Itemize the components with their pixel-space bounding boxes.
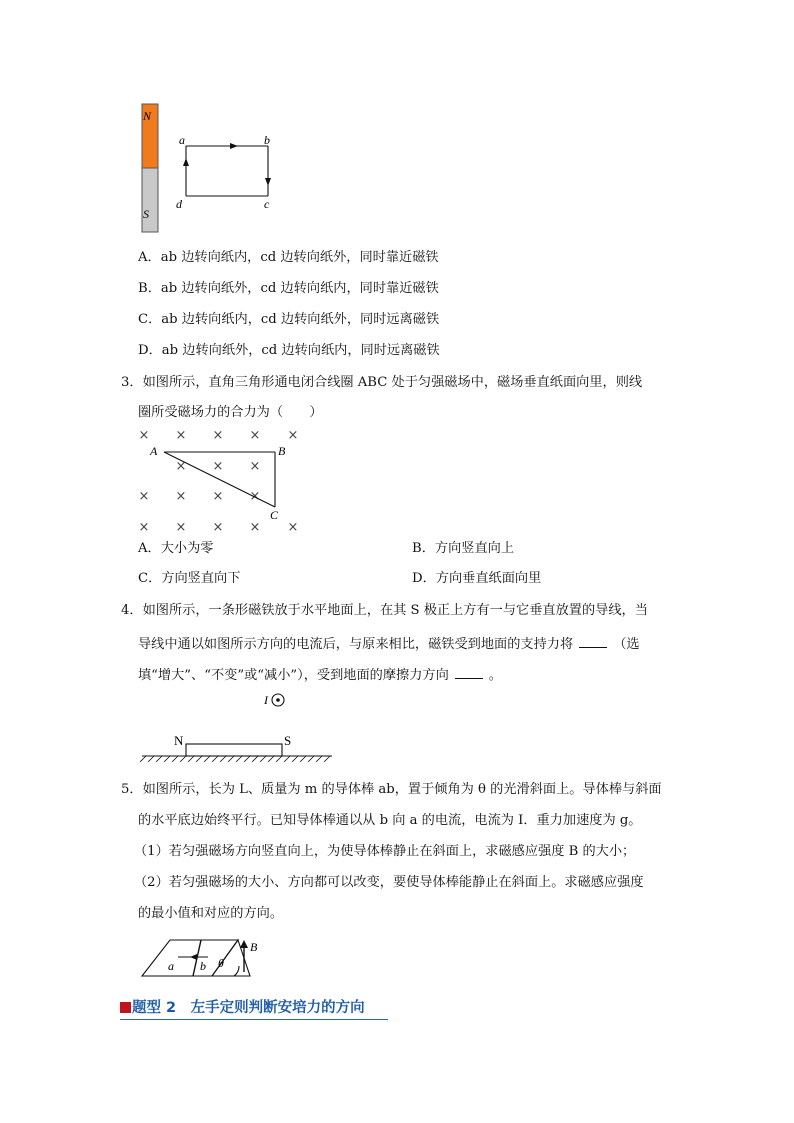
heading-marker-icon	[120, 1002, 131, 1013]
coil-c-label: c	[264, 197, 270, 211]
field-cross-mark: ×	[175, 520, 187, 535]
incline-theta-label: θ	[218, 956, 224, 970]
q4-line2-text: 导线中通以如图所示方向的电流后，与原来相比，磁铁受到地面的支持力将	[138, 637, 574, 652]
ground-hatch-mark	[260, 756, 266, 762]
magnet-s-label: S	[143, 207, 149, 221]
ground-hatch-mark	[188, 756, 194, 762]
incline-figure	[138, 936, 268, 982]
q2-option-d: D．ab 边转向纸外，cd 边转向纸内，同时远离磁铁	[138, 343, 440, 358]
q3-stem-line1: 3．如图所示，直角三角形通电闭合线圈 ABC 处于匀强磁场中，磁场垂直纸面向里，则线	[121, 375, 643, 390]
ground-hatch-mark	[156, 756, 162, 762]
q4-blank-2[interactable]	[455, 666, 483, 679]
field-cross-mark: ×	[175, 489, 187, 504]
coil-b-label: b	[264, 133, 270, 147]
ground-hatch-mark	[164, 756, 170, 762]
ground-hatch-mark	[148, 756, 154, 762]
q3-option-c: C．方向竖直向下	[138, 571, 241, 586]
ground-hatch-mark	[276, 756, 282, 762]
current-i-label: I	[264, 693, 268, 707]
ground-hatch-mark	[172, 756, 178, 762]
q3-option-b: B．方向竖直向上	[412, 541, 515, 556]
field-cross-mark: ×	[212, 520, 224, 535]
ground-hatch-mark	[252, 756, 258, 762]
q4-line3-text: 填“增大”、“不变”或“减小”），受到地面的摩擦力方向	[138, 668, 449, 683]
incline-a-label: a	[168, 959, 174, 973]
ground-hatch-mark	[220, 756, 226, 762]
ground-hatch-mark	[180, 756, 186, 762]
field-cross-mark: ×	[249, 520, 261, 535]
vertex-c-label: C	[270, 508, 279, 522]
field-cross-mark: ×	[138, 489, 150, 504]
ground-hatch-mark	[244, 756, 250, 762]
triangle-field-figure	[130, 425, 310, 537]
magnet-s-pole-label: S	[284, 733, 292, 748]
incline-b-label: b	[200, 959, 206, 973]
magnet-wire-figure	[140, 686, 340, 762]
q4-line3-tail: 。	[488, 668, 502, 683]
field-cross-mark: ×	[212, 459, 224, 474]
q2-option-c: C．ab 边转向纸内，cd 边转向纸外，同时远离磁铁	[138, 312, 440, 327]
ground-hatch-mark	[284, 756, 290, 762]
vertex-b-label: B	[278, 444, 286, 458]
q3-option-a: A．大小为零	[138, 541, 214, 556]
q3-option-d: D．方向垂直纸面向里	[412, 571, 542, 586]
ground-hatch-mark	[324, 756, 330, 762]
q2-option-a: A．ab 边转向纸内，cd 边转向纸外，同时靠近磁铁	[138, 250, 439, 265]
q4-stem-line3	[138, 666, 502, 682]
field-cross-mark: ×	[138, 520, 150, 535]
magnet-coil-figure	[138, 100, 288, 235]
q3-stem-line2: 圈所受磁场力的合力为（ ）	[138, 405, 323, 420]
q4-stem-line1: 4．如图所示，一条形磁铁放于水平地面上，在其 S 极正上方有一与它垂直放置的导线，当	[121, 603, 648, 618]
q5-stem-line5: 的最小值和对应的方向。	[138, 906, 284, 921]
q4-stem-line2	[138, 635, 640, 651]
q2-option-b: B．ab 边转向纸外，cd 边转向纸内，同时靠近磁铁	[138, 281, 439, 296]
ground-hatch-mark	[316, 756, 322, 762]
field-cross-mark: ×	[175, 428, 187, 443]
q4-line2-tail: （选	[613, 637, 640, 652]
field-up-arrow-icon	[240, 940, 248, 948]
q4-blank-1[interactable]	[579, 635, 607, 648]
ground-hatch-mark	[300, 756, 306, 762]
magnet-n-pole-label: N	[174, 733, 184, 748]
section-heading-text: 题型 2 左手定则判断安培力的方向	[132, 1000, 365, 1016]
field-cross-mark: ×	[175, 459, 187, 474]
coil-d-label: d	[176, 197, 182, 211]
q5-part2: （2）若匀强磁场的大小、方向都可以改变，要使导体棒能静止在斜面上。求磁感应强度	[134, 875, 644, 890]
ground-hatch-mark	[204, 756, 210, 762]
q5-part1: （1）若匀强磁场方向竖直向上，为使导体棒静止在斜面上，求磁感应强度 B 的大小；	[134, 844, 636, 859]
field-cross-mark: ×	[212, 489, 224, 504]
ground-hatch-mark	[228, 756, 234, 762]
field-cross-mark: ×	[287, 520, 299, 535]
field-cross-mark: ×	[138, 428, 150, 443]
ground-hatch-mark	[140, 756, 146, 762]
field-b-label: B	[250, 940, 258, 954]
field-cross-mark: ×	[249, 428, 261, 443]
ground-hatch-mark	[308, 756, 314, 762]
vertex-a-label: A	[150, 444, 158, 458]
section-heading	[120, 996, 388, 1020]
field-cross-mark: ×	[212, 428, 224, 443]
field-cross-mark: ×	[249, 459, 261, 474]
ground-hatch-mark	[268, 756, 274, 762]
ground-hatch-mark	[196, 756, 202, 762]
bar-magnet	[186, 744, 282, 756]
ground-hatch-mark	[292, 756, 298, 762]
coil-a-label: a	[179, 133, 185, 147]
field-cross-mark: ×	[287, 428, 299, 443]
field-cross-mark: ×	[249, 489, 261, 504]
magnet-n-label: N	[143, 109, 152, 123]
ground-hatch-mark	[212, 756, 218, 762]
q5-stem-line1: 5．如图所示，长为 L、质量为 m 的导体棒 ab，置于倾角为 θ 的光滑斜面上。导体棒与斜面	[121, 782, 662, 797]
ground-hatch-mark	[236, 756, 242, 762]
q5-stem-line2: 的水平底边始终平行。已知导体棒通以从 b 向 a 的电流，电流为 I．重力加速度为 g。	[138, 813, 642, 828]
